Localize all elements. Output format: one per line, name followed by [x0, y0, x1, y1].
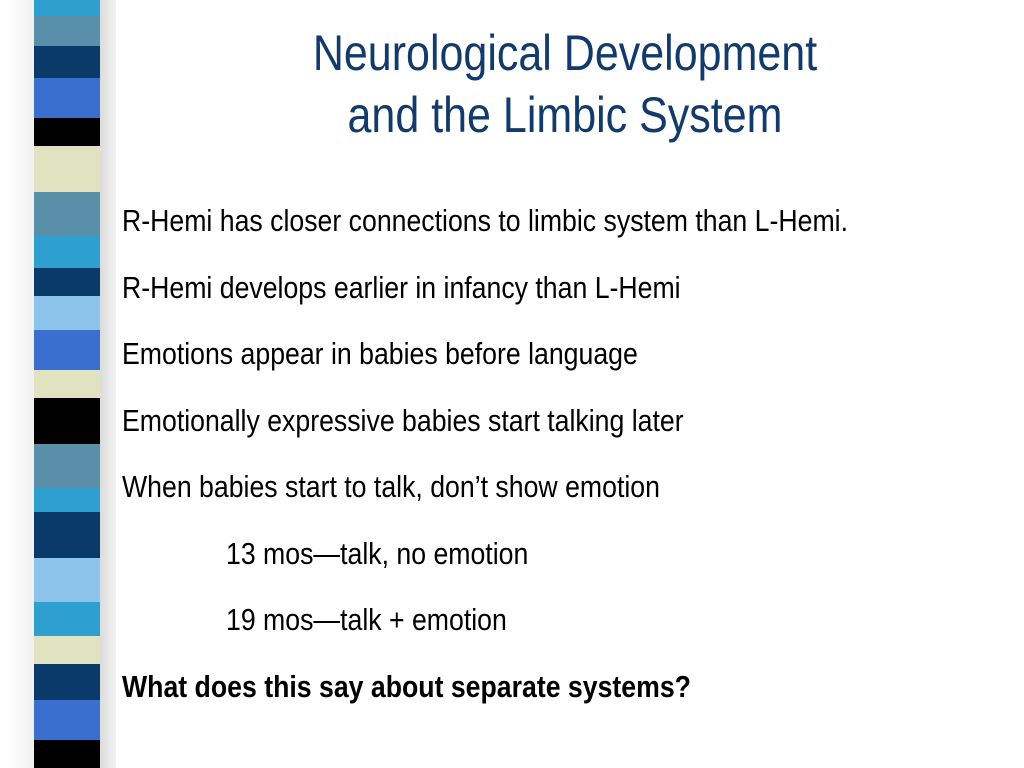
bullet-item: R-Hemi develops earlier in infancy than L-Hemi [122, 270, 681, 305]
stripe-block [34, 78, 100, 118]
sub-bullet-item: 13 mos—talk, no emotion [226, 536, 529, 571]
bullet-item: Emotionally expressive babies start talking later [122, 403, 684, 438]
stripe-block [34, 488, 100, 512]
stripe-block [34, 268, 100, 296]
stripe-block [34, 636, 100, 664]
bullet-item: When babies start to talk, don’t show emotion [122, 469, 660, 504]
stripe-block [34, 330, 100, 370]
stripe-blocks [34, 0, 100, 768]
slide-title [225, 22, 904, 146]
title-line-1: Neurological Development [312, 25, 818, 81]
stripe-block [34, 16, 100, 46]
stripe-block [34, 296, 100, 330]
decorative-stripe [0, 0, 130, 768]
stripe-block [34, 558, 100, 602]
bullet-item: Emotions appear in babies before language [122, 336, 638, 371]
stripe-block [34, 398, 100, 444]
stripe-block [34, 118, 100, 146]
title-line-2: and the Limbic System [347, 87, 783, 143]
stripe-block [34, 740, 100, 768]
stripe-block [34, 512, 100, 558]
stripe-block [34, 700, 100, 740]
stripe-block [34, 444, 100, 488]
sub-bullet-item: 19 mos—talk + emotion [226, 602, 507, 637]
stripe-block [34, 602, 100, 636]
stripe-block [34, 46, 100, 78]
stripe-block [34, 192, 100, 236]
stripe-block [34, 664, 100, 700]
stripe-block [34, 0, 100, 16]
stripe-block [34, 146, 100, 192]
stripe-block [34, 236, 100, 268]
question-line: What does this say about separate systems? [122, 669, 691, 704]
stripe-block [34, 370, 100, 398]
bullet-item: R-Hemi has closer connections to limbic system than L-Hemi. [122, 203, 849, 238]
